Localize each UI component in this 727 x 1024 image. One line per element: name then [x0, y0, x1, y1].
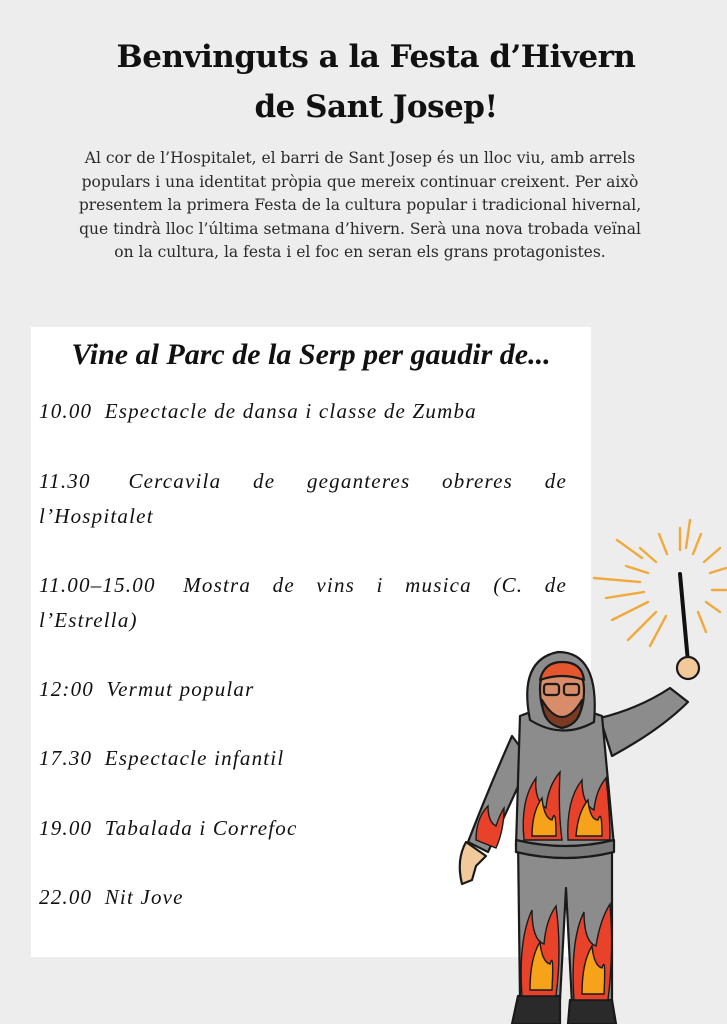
event-time: 11.00–15.00	[39, 573, 156, 597]
event-activity: Nit Jove	[104, 885, 184, 909]
sparkler-stick	[680, 574, 688, 662]
right-arm	[600, 688, 688, 756]
event-activity: Espectacle de dansa i classe de Zumba	[104, 399, 477, 423]
sparkle-burst-icon	[594, 520, 726, 646]
right-hand	[677, 657, 699, 679]
program-heading: Vine al Parc de la Serp per gaudir de...	[71, 338, 551, 371]
event-activity: Tabalada i Correfoc	[104, 816, 298, 840]
event-time: 11.30	[39, 469, 91, 493]
event-time: 10.00	[39, 399, 93, 423]
title-line-2: de Sant Josep!	[254, 89, 498, 125]
event-activity: Espectacle infantil	[104, 746, 285, 770]
intro-paragraph: Al cor de l’Hospitalet, el barri de Sant Josep és un lloc viu, amb arrels populars i una identitat pròpia que mereix continuar creixent. Per això presentem la primera Festa de la cultura popular i tradicional hivernal, que tindrà lloc l’última setmana d’hivern. Serà una nova trobada veïnal on la cultura, la festa i el foc en seran els grans protagonistes.	[78, 149, 642, 261]
schedule-item	[39, 394, 567, 429]
person-with-sparkler-icon	[440, 500, 727, 1024]
right-shoe	[568, 1000, 616, 1024]
event-activity: Vermut popular	[106, 677, 255, 701]
event-activity: Cercavila de geganteres obreres de l’Hospitalet	[39, 469, 567, 528]
event-time: 12:00	[39, 677, 94, 701]
event-time: 17.30	[39, 746, 93, 770]
event-time: 22.00	[39, 885, 93, 909]
left-shoe	[512, 996, 560, 1024]
event-activity: Mostra de vins i musica (C. de l’Estrella)	[39, 573, 567, 632]
event-time: 19.00	[39, 816, 93, 840]
title-line-1: Benvinguts a la Festa d’Hivern	[116, 39, 636, 75]
page-title	[40, 32, 712, 132]
